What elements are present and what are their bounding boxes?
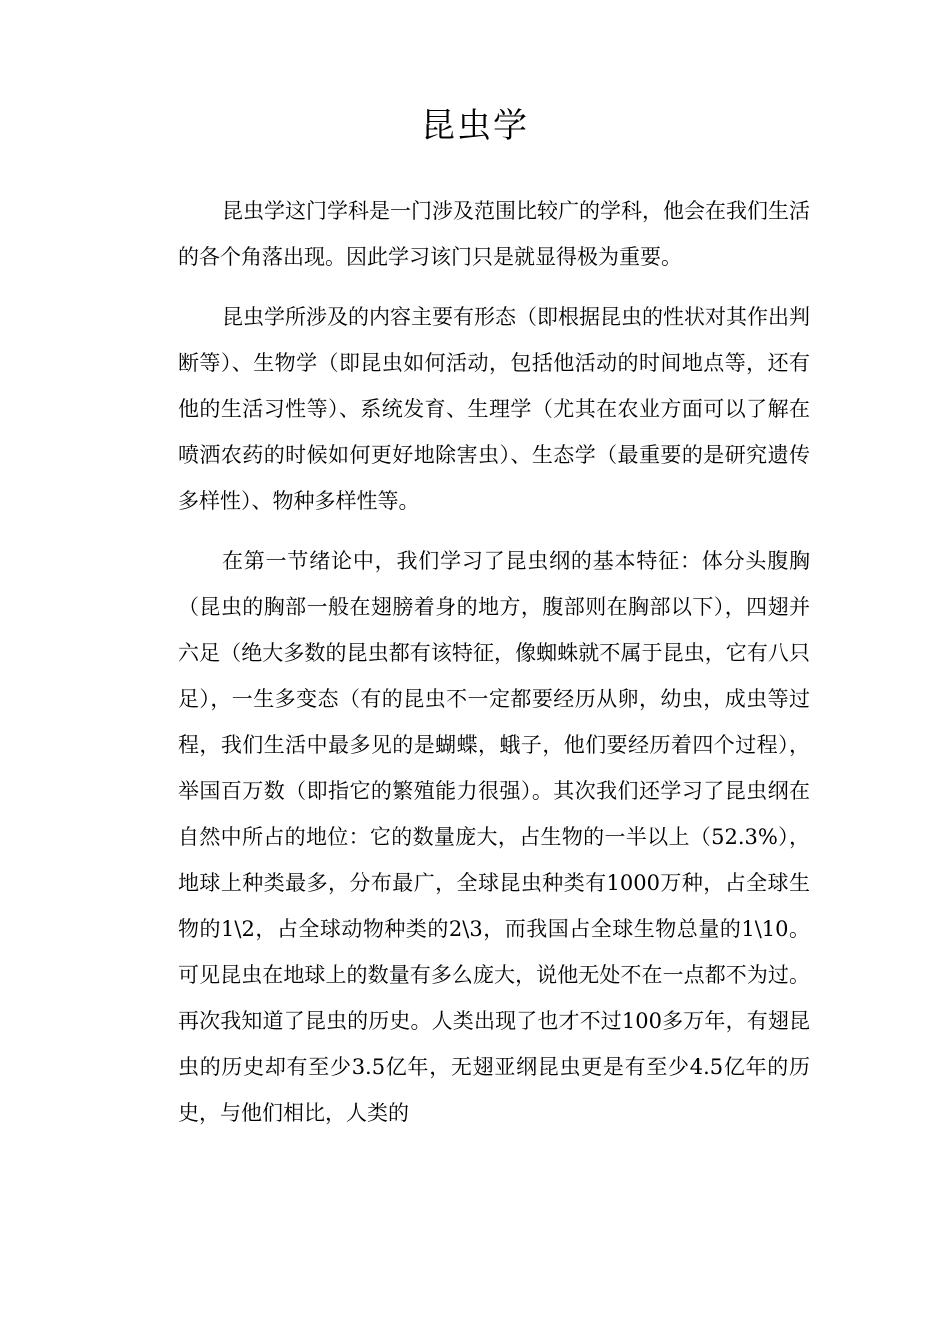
document-title: 昆虫学 xyxy=(421,106,529,146)
document-body xyxy=(178,188,810,1150)
paragraph-intro: 昆虫学这门学科是一门涉及范围比较广的学科，他会在我们生活的各个角落出现。因此学习该门只是就显得极为重要。 xyxy=(178,199,810,269)
paragraph-characteristics: 在第一节绪论中，我们学习了昆虫纲的基本特征：体分头腹胸（昆虫的胸部一般在翅膀着身的地方，腹部则在胸部以下），四翅并六足（绝大多数的昆虫都有该特征，像蜘蛛就不属于昆虫，它有八只足），一生多变态（有的昆虫不一定都要经历从卵，幼虫，成虫等过程，我们生活中最多见的是蝴蝶，蛾子，他们要经历着四个过程），举国百万数（即指它的繁殖能力很强）。其次我们还学习了昆虫纲在自然中所占的地位：它的数量庞大，占生物的一半以上（52.3%），地球上种类最多，分布最广，全球昆虫种类有1000万种，占全球生物的1\2，占全球动物种类的2\3，而我国占全球生物总量的1\10。可见昆虫在地球上的数量有多么庞大，说他无处不在一点都不为过。再次我知道了昆虫的历史。人类出现了也才不过100多万年，有翅昆虫的历史却有至少3.5亿年，无翅亚纲昆虫更是有至少4.5亿年的历史，与他们相比，人类的 xyxy=(178,549,810,1125)
paragraph-scope: 昆虫学所涉及的内容主要有形态（即根据昆虫的性状对其作出判断等）、生物学（即昆虫如何活动，包括他活动的时间地点等，还有他的生活习性等）、系统发育、生理学（尤其在农业方面可以了解在喷洒农药的时候如何更好地除害虫）、生态学（最重要的是研究遗传多样性）、物种多样性等。 xyxy=(178,305,810,513)
